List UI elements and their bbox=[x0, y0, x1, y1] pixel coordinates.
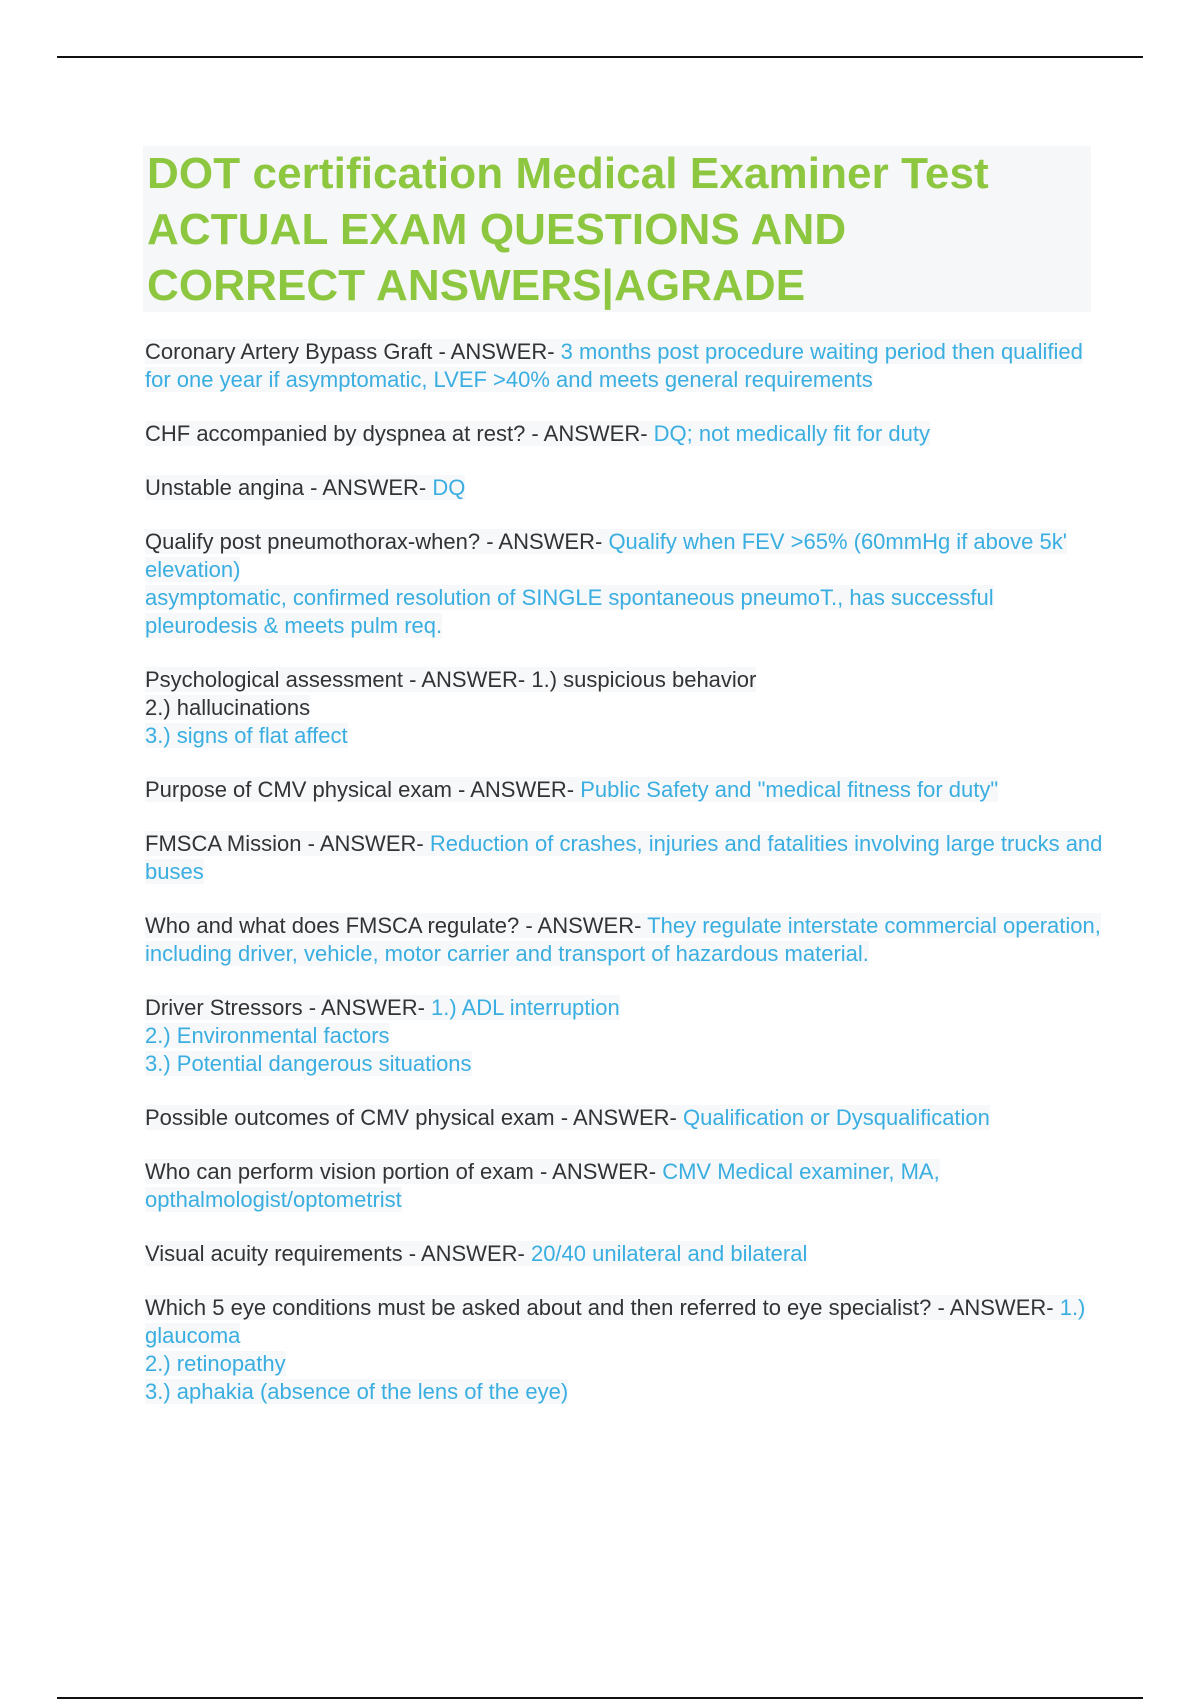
answer-text: 3 months post procedure waiting period then qualified for one year if asymptomatic, LVEF >40% and meets general requirements bbox=[145, 339, 1083, 392]
qa-item bbox=[145, 666, 1105, 750]
qa-item bbox=[145, 528, 1105, 640]
qa-item bbox=[145, 830, 1105, 886]
answer-separator: - ANSWER- bbox=[554, 1105, 683, 1130]
question-text: Coronary Artery Bypass Graft bbox=[145, 339, 433, 364]
answer-text: DQ bbox=[432, 475, 466, 500]
answer-separator: - ANSWER- bbox=[533, 1159, 663, 1184]
answer-text: Reduction of crashes, injuries and fatalities involving large trucks and buses bbox=[145, 831, 1103, 884]
answer-text: DQ; not medically fit for duty bbox=[653, 421, 930, 446]
answer-continuation: 3.) Potential dangerous situations bbox=[145, 1051, 472, 1076]
question-text: Visual acuity requirements bbox=[145, 1241, 403, 1266]
answer-separator: - ANSWER- bbox=[480, 529, 609, 554]
answer-text: CMV Medical examiner, MA, opthalmologist/optometrist bbox=[145, 1159, 940, 1212]
answer-separator: - ANSWER- bbox=[402, 1241, 531, 1266]
qa-item bbox=[145, 420, 1105, 448]
qa-item bbox=[145, 474, 1105, 502]
qa-item bbox=[145, 1158, 1105, 1214]
bottom-rule bbox=[57, 1697, 1143, 1699]
document-title bbox=[147, 146, 1087, 314]
title-line: CORRECT ANSWERS|AGRADE bbox=[147, 261, 806, 310]
answer-text: 1.) ADL interruption bbox=[431, 995, 620, 1020]
qa-item bbox=[145, 776, 1105, 804]
qa-item bbox=[145, 1294, 1105, 1406]
answer-continuation: 2.) hallucinations bbox=[145, 695, 311, 720]
answer-separator: - ANSWER- bbox=[525, 421, 654, 446]
qa-item bbox=[145, 912, 1105, 968]
answer-continuation: 3.) aphakia (absence of the lens of the eye) bbox=[145, 1379, 569, 1404]
answer-separator: - ANSWER- bbox=[301, 831, 430, 856]
answer-text: Qualification or Dysqualification bbox=[682, 1105, 990, 1130]
answer-continuation: 3.) signs of flat affect bbox=[145, 723, 348, 748]
question-text: Who and what does FMSCA regulate? bbox=[145, 913, 520, 938]
answer-continuation: 2.) Environmental factors bbox=[145, 1023, 390, 1048]
answer-separator: - ANSWER- bbox=[403, 667, 532, 692]
question-text: Driver Stressors bbox=[145, 995, 303, 1020]
question-text: Who can perform vision portion of exam bbox=[145, 1159, 534, 1184]
answer-continuation: asymptomatic, confirmed resolution of SINGLE spontaneous pneumoT., has successful pleurodesis & meets pulm req. bbox=[145, 585, 994, 638]
answer-separator: - ANSWER- bbox=[304, 475, 433, 500]
qa-item bbox=[145, 1240, 1105, 1268]
answer-text: They regulate interstate commercial operation, including driver, vehicle, motor carrier and transport of hazardous material. bbox=[145, 913, 1101, 966]
answer-separator: - ANSWER- bbox=[302, 995, 432, 1020]
answer-separator: - ANSWER- bbox=[519, 913, 648, 938]
answer-text: 1.) glaucoma bbox=[145, 1295, 1086, 1348]
answer-text: Public Safety and "medical fitness for duty" bbox=[580, 777, 999, 802]
answer-separator: - ANSWER- bbox=[432, 339, 561, 364]
qa-list bbox=[145, 338, 1105, 1432]
qa-item bbox=[145, 994, 1105, 1078]
question-text: CHF accompanied by dyspnea at rest? bbox=[145, 421, 526, 446]
answer-text: 1.) suspicious behavior bbox=[531, 667, 757, 692]
title-line: DOT certification Medical Examiner Test bbox=[147, 149, 989, 198]
answer-text: 20/40 unilateral and bilateral bbox=[530, 1241, 808, 1266]
question-text: Which 5 eye conditions must be asked about and then referred to eye specialist? bbox=[145, 1295, 932, 1320]
answer-separator: - ANSWER- bbox=[451, 777, 581, 802]
answer-text: Qualify when FEV >65% (60mmHg if above 5k' elevation) bbox=[145, 529, 1067, 582]
answer-continuation: 2.) retinopathy bbox=[145, 1351, 286, 1376]
qa-item bbox=[145, 1104, 1105, 1132]
question-text: FMSCA Mission bbox=[145, 831, 302, 856]
top-rule bbox=[57, 56, 1143, 58]
question-text: Psychological assessment bbox=[145, 667, 404, 692]
question-text: Qualify post pneumothorax-when? bbox=[145, 529, 481, 554]
title-block bbox=[143, 146, 1091, 312]
question-text: Possible outcomes of CMV physical exam bbox=[145, 1105, 555, 1130]
title-line: ACTUAL EXAM QUESTIONS AND bbox=[147, 205, 847, 254]
qa-item bbox=[145, 338, 1105, 394]
question-text: Purpose of CMV physical exam bbox=[145, 777, 452, 802]
question-text: Unstable angina bbox=[145, 475, 305, 500]
answer-separator: - ANSWER- bbox=[931, 1295, 1060, 1320]
